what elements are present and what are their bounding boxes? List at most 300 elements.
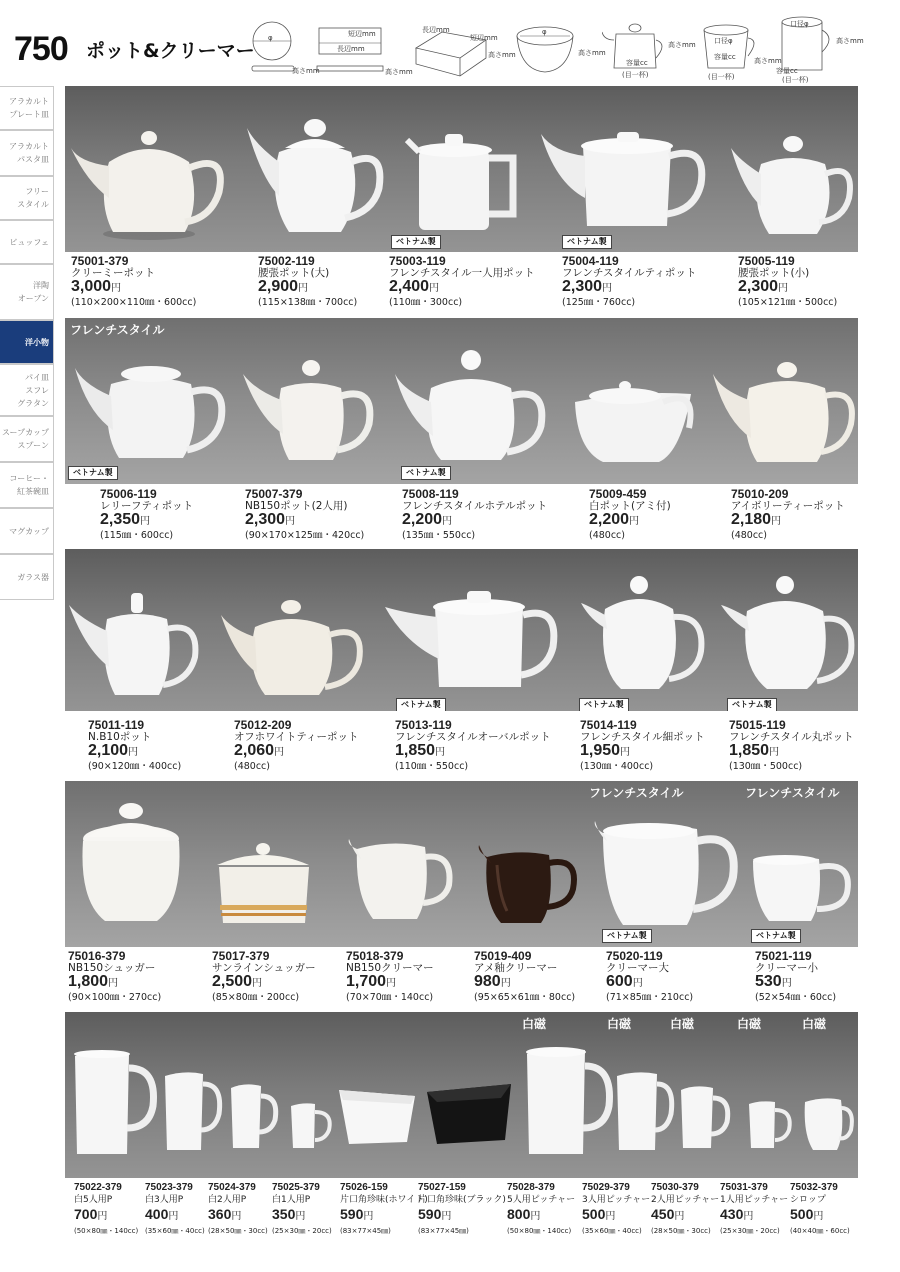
product-spec: (28×50㎜・30cc) [208, 1227, 268, 1235]
legend-bowl [512, 18, 606, 80]
product-spec: (480cc) [589, 530, 625, 541]
price-value: 400 [145, 1206, 169, 1222]
product-price [729, 743, 854, 761]
product-spec: (480cc) [731, 530, 767, 541]
legend-label: 高さmm [668, 41, 696, 49]
yen-unit: 円 [386, 978, 397, 989]
product-name: クリーマー小 [755, 962, 818, 974]
product-name: 腰張ポット(大) [258, 267, 330, 279]
product-name: 白5人用P [74, 1195, 113, 1205]
product-code: 75026-159 [340, 1182, 388, 1193]
yen-unit: 円 [778, 283, 789, 294]
product-name: クリーミーポット [71, 267, 155, 279]
legend-label: 短辺mm [470, 34, 498, 42]
yen-unit: 円 [813, 1211, 824, 1222]
product-price [212, 974, 316, 992]
sidebar-item-label: アラカルト パスタ皿 [9, 142, 49, 164]
french-thin-pot-image [579, 575, 709, 695]
product-spec: (25×30㎜・20cc) [272, 1227, 332, 1235]
product-price [606, 974, 693, 992]
price-value: 700 [74, 1206, 98, 1222]
product-photo-row-1 [65, 86, 858, 252]
price-value: 500 [582, 1206, 606, 1222]
price-value: 500 [790, 1206, 814, 1222]
product-photo-row-3 [65, 549, 858, 711]
product-75002 [258, 255, 357, 309]
price-value: 430 [720, 1206, 744, 1222]
product-75030 [651, 1182, 719, 1237]
product-spec: (130㎜・500cc) [729, 761, 803, 772]
sidebar-item-western-small[interactable] [0, 320, 54, 364]
product-price [208, 1206, 268, 1225]
yen-unit: 円 [629, 516, 640, 527]
product-spec: (115㎜・600cc) [100, 530, 174, 541]
price-value: 1,950 [580, 742, 621, 759]
price-value: 1,700 [346, 973, 387, 990]
product-code: 75032-379 [790, 1182, 838, 1193]
french-single-pot-image [405, 122, 525, 234]
sidebar-item-alacarte-pasta[interactable] [0, 130, 54, 176]
product-price [402, 512, 547, 530]
product-price [418, 1206, 506, 1225]
product-code: 75002-119 [258, 254, 315, 268]
product-price [580, 743, 705, 761]
product-75024 [208, 1182, 268, 1237]
price-value: 2,400 [389, 278, 430, 295]
price-value: 2,900 [258, 278, 299, 295]
product-code: 75016-379 [68, 949, 126, 963]
sidebar-item-label: 洋陶 オーブン [17, 281, 49, 303]
product-75007 [245, 488, 364, 542]
product-name: フレンチスタイルオーバルポット [395, 731, 551, 743]
product-photo-row-4 [65, 781, 858, 947]
legend-mug [776, 14, 874, 84]
product-code: 75025-379 [272, 1182, 320, 1193]
page-title: ポット&クリーマー [86, 40, 255, 62]
product-photo-row-5 [65, 1012, 858, 1178]
yen-unit: 円 [530, 1211, 541, 1222]
product-code: 75011-119 [88, 718, 145, 732]
price-value: 1,800 [68, 973, 109, 990]
product-75006 [100, 488, 193, 542]
product-code: 75007-379 [245, 487, 303, 501]
yen-unit: 円 [781, 978, 792, 989]
product-spec: (90×120㎜・400cc) [88, 761, 182, 772]
ivory-teapot-image [709, 354, 857, 466]
vietnam-badge: ベトナム製 [562, 235, 612, 249]
product-name: フレンチスタイル一人用ポット [389, 267, 535, 279]
sidebar-item-free-style[interactable] [0, 176, 54, 220]
legend-label: 高さmm [292, 67, 320, 75]
sidebar-item-western-oven[interactable] [0, 264, 54, 320]
pitcher-2-person-image [677, 1084, 735, 1156]
product-75029 [582, 1182, 650, 1237]
sidebar-item-buffet[interactable] [0, 220, 54, 264]
product-code: 75023-379 [145, 1182, 193, 1193]
off-white-teapot-image [219, 591, 369, 699]
legend-label: 容量cc [776, 67, 798, 75]
yen-unit: 円 [285, 516, 296, 527]
product-75018 [346, 950, 434, 1004]
product-spec: (110×200×110㎜・600cc) [71, 297, 197, 308]
price-value: 2,300 [562, 278, 603, 295]
product-price [100, 512, 193, 530]
waist-pot-small-image [729, 126, 857, 238]
product-spec: (83×77×45㎜) [340, 1227, 391, 1235]
product-75009 [589, 488, 671, 542]
price-value: 1,850 [729, 742, 770, 759]
product-spec: (90×100㎜・270cc) [68, 992, 162, 1003]
product-75005 [738, 255, 837, 309]
product-spec: (28×50㎜・30cc) [651, 1227, 711, 1235]
product-75020 [606, 950, 693, 1004]
legend-label: 長辺mm [422, 26, 450, 34]
product-name: クリーマー大 [606, 962, 669, 974]
teapot-diagram-icon [602, 18, 698, 82]
legend-label: (目一杯) [782, 76, 809, 84]
legend-label: 高さmm [385, 68, 413, 76]
price-value: 2,300 [738, 278, 779, 295]
product-code: 75015-119 [729, 718, 786, 732]
legend-label: 高さmm [578, 49, 606, 57]
sidebar-item-label: パイ皿 スフレ グラタン [17, 372, 49, 408]
product-code: 75022-379 [74, 1182, 122, 1193]
price-value: 2,200 [589, 511, 630, 528]
vietnam-badge: ベトナム製 [727, 698, 777, 711]
creamer-small-image [747, 851, 857, 927]
product-name: フレンチスタイル細ポット [580, 731, 705, 743]
product-75008 [402, 488, 547, 542]
legend-label: 口径φ [790, 20, 809, 28]
yen-unit: 円 [231, 1211, 242, 1222]
price-value: 800 [507, 1206, 531, 1222]
legend-rect-plate [315, 22, 413, 80]
product-code: 75020-119 [606, 949, 663, 963]
yen-unit: 円 [674, 1211, 685, 1222]
yen-unit: 円 [363, 1211, 374, 1222]
sidebar-item-glassware[interactable] [0, 554, 54, 600]
product-price [234, 743, 359, 761]
white-pot-with-net-image [563, 372, 703, 466]
yen-unit: 円 [605, 1211, 616, 1222]
product-name: サンラインシュッガー [212, 962, 316, 974]
creamer-large-image [593, 817, 743, 929]
product-price [272, 1206, 332, 1225]
price-value: 980 [474, 973, 501, 990]
product-price [346, 974, 434, 992]
yen-unit: 円 [128, 747, 139, 758]
product-75028 [507, 1182, 575, 1237]
syrup-pitcher-image [799, 1094, 855, 1156]
product-75003 [389, 255, 535, 309]
price-value: 2,500 [212, 973, 253, 990]
sidebar-item-coffee-tea[interactable] [0, 462, 54, 508]
yen-unit: 円 [140, 516, 151, 527]
legend-label: 短辺mm [348, 30, 376, 38]
product-spec: (110㎜・300cc) [389, 297, 463, 308]
vietnam-badge: ベトナム製 [751, 929, 801, 943]
product-price [88, 743, 181, 761]
product-spec: (95×65×61㎜・80cc) [474, 992, 576, 1003]
product-75025 [272, 1182, 332, 1237]
product-price [651, 1206, 719, 1225]
yen-unit: 円 [602, 283, 613, 294]
sunline-sugar-image [213, 837, 315, 933]
product-75011 [88, 719, 181, 773]
legend-label: 高さmm [754, 57, 782, 65]
product-code: 75008-119 [402, 487, 459, 501]
price-value: 590 [418, 1206, 442, 1222]
product-name: フレンチスタイル丸ポット [729, 731, 854, 743]
product-price [71, 279, 196, 297]
sidebar-item-label: マグカップ [9, 526, 49, 536]
vietnam-badge: ベトナム製 [396, 698, 446, 711]
sidebar-item-label: アラカルト プレート皿 [9, 97, 49, 119]
product-price [245, 512, 364, 530]
product-price [755, 974, 836, 992]
product-name: アイボリーティーポット [731, 500, 845, 512]
legend-label: (目一杯) [708, 73, 735, 81]
yen-unit: 円 [111, 283, 122, 294]
yen-unit: 円 [252, 978, 263, 989]
price-value: 2,350 [100, 511, 141, 528]
price-value: 2,200 [402, 511, 443, 528]
product-name: 腰張ポット(小) [738, 267, 810, 279]
legend-label: 口径φ [714, 37, 733, 45]
product-75031 [720, 1182, 788, 1237]
product-75013 [395, 719, 551, 773]
product-75014 [580, 719, 705, 773]
product-price [340, 1206, 428, 1225]
product-name: N.B10ポット [88, 731, 152, 743]
product-code: 75017-379 [212, 949, 270, 963]
pitcher-1p-image [287, 1102, 337, 1154]
sidebar-item-label: コーヒー・ 紅茶碗皿 [9, 474, 49, 496]
product-spec: (83×77×45㎜) [418, 1227, 469, 1235]
vietnam-badge: ベトナム製 [579, 698, 629, 711]
product-name: 白ポット(アミ付) [589, 500, 671, 512]
pitcher-3p-image [161, 1070, 225, 1158]
creamy-pot-image [69, 122, 229, 242]
product-code: 75029-379 [582, 1182, 630, 1193]
price-value: 3,000 [71, 278, 112, 295]
product-spec: (50×80㎜・140cc) [507, 1227, 572, 1235]
product-price [582, 1206, 650, 1225]
price-value: 450 [651, 1206, 675, 1222]
sidebar-item-soup-cup[interactable] [0, 416, 54, 462]
pitcher-2p-image [227, 1082, 283, 1156]
product-75023 [145, 1182, 205, 1237]
product-price [389, 279, 535, 297]
product-spec: (52×54㎜・60cc) [755, 992, 837, 1003]
yen-unit: 円 [108, 978, 119, 989]
product-code: 75019-409 [474, 949, 532, 963]
sidebar-item-pie-souffle-gratin[interactable] [0, 364, 54, 416]
price-value: 590 [340, 1206, 364, 1222]
product-price [74, 1206, 138, 1225]
yen-unit: 円 [97, 1211, 108, 1222]
yen-unit: 円 [743, 1211, 754, 1222]
french-style-label: フレンチスタイル [745, 786, 840, 800]
product-code: 75030-379 [651, 1182, 699, 1193]
price-value: 2,100 [88, 742, 129, 759]
legend-label: 長辺mm [337, 45, 365, 53]
price-value: 2,060 [234, 742, 275, 759]
product-spec: (35×60㎜・40cc) [145, 1227, 205, 1235]
yen-unit: 円 [771, 516, 782, 527]
pitcher-3-person-image [613, 1070, 677, 1158]
legend-round-plate [248, 20, 320, 80]
product-code: 75006-119 [100, 487, 157, 501]
hakuji-label: 白磁 [607, 1017, 632, 1031]
product-75015 [729, 719, 854, 773]
french-style-label: フレンチスタイル [589, 786, 684, 800]
product-name: 2人用ピッチャー [651, 1195, 720, 1205]
product-name: 白1人用P [272, 1195, 311, 1205]
product-name: シロップ [790, 1195, 826, 1205]
vietnam-badge: ベトナム製 [602, 929, 652, 943]
product-price [738, 279, 837, 297]
product-75001 [71, 255, 196, 309]
product-name: アメ釉クリーマー [474, 962, 558, 974]
french-round-pot-image [719, 575, 857, 695]
nb150-sugar-image [69, 801, 193, 931]
hakuji-label: 白磁 [737, 1017, 762, 1031]
legend-label: 高さmm [488, 51, 516, 59]
yen-unit: 円 [632, 978, 643, 989]
product-name: NB150ポット(2人用) [245, 500, 348, 512]
pitcher-5-person-image [519, 1044, 615, 1164]
product-spec: (50×80㎜・140cc) [74, 1227, 139, 1235]
price-value: 530 [755, 973, 782, 990]
product-75019 [474, 950, 575, 1004]
product-name: フレンチスタイルホテルポット [402, 500, 548, 512]
product-spec: (85×80㎜・200cc) [212, 992, 300, 1003]
product-code: 75021-119 [755, 949, 812, 963]
yen-unit: 円 [298, 283, 309, 294]
legend-label: (目一杯) [622, 71, 649, 79]
nb150-pot-image [241, 354, 381, 466]
yen-unit: 円 [769, 747, 780, 758]
waist-pot-large-image [245, 108, 385, 238]
product-spec: (90×170×125㎜・420cc) [245, 530, 365, 541]
product-spec: (70×70㎜・140cc) [346, 992, 434, 1003]
yen-unit: 円 [441, 1211, 452, 1222]
product-spec: (71×85㎜・210cc) [606, 992, 694, 1003]
pitcher-5p-image [67, 1048, 159, 1164]
product-spec: (115×138㎜・700cc) [258, 297, 358, 308]
product-name: NB150クリーマー [346, 962, 434, 974]
sidebar-item-mug[interactable] [0, 508, 54, 554]
price-value: 2,300 [245, 511, 286, 528]
product-price [589, 512, 671, 530]
hakuji-label: 白磁 [670, 1017, 695, 1031]
french-hotel-pot-image [391, 348, 551, 466]
product-spec: (125㎜・760cc) [562, 297, 636, 308]
nb150-creamer-image [347, 835, 455, 925]
product-75016 [68, 950, 161, 1004]
katakuchi-white-image [335, 1084, 419, 1152]
product-name: NB150シュッガー [68, 962, 156, 974]
product-price [145, 1206, 205, 1225]
sidebar-item-label: 洋小物 [25, 337, 49, 347]
product-price [731, 512, 845, 530]
legend-label: φ [542, 28, 547, 36]
vietnam-badge: ベトナム製 [68, 466, 118, 480]
sidebar-item-label: スープカップ スプーン [1, 428, 49, 450]
legend-teapot [602, 18, 698, 82]
product-spec: (35×60㎜・40cc) [582, 1227, 642, 1235]
product-75017 [212, 950, 316, 1004]
product-name: 片口角珍味(ホワイト) [340, 1195, 428, 1205]
product-75022 [74, 1182, 138, 1237]
yen-unit: 円 [500, 978, 511, 989]
product-name: 白3人用P [145, 1195, 184, 1205]
yen-unit: 円 [435, 747, 446, 758]
page-number: 750 [14, 30, 68, 68]
relief-teapot-image [71, 354, 231, 466]
sidebar-item-label: ビュッフェ [9, 237, 49, 247]
product-code: 75001-379 [71, 254, 129, 268]
product-code: 75012-209 [234, 718, 292, 732]
product-code: 75018-379 [346, 949, 404, 963]
product-code: 75028-379 [507, 1182, 555, 1193]
product-code: 75003-119 [389, 254, 446, 268]
product-75026 [340, 1182, 428, 1237]
product-spec: (40×40㎜・60cc) [790, 1227, 850, 1235]
yen-unit: 円 [442, 516, 453, 527]
french-teapot-image [539, 122, 709, 238]
product-photo-row-2 [65, 318, 858, 484]
legend-label: 容量cc [626, 59, 648, 67]
product-code: 75009-459 [589, 487, 647, 501]
product-name: 3人用ピッチャー [582, 1195, 651, 1205]
product-name: 片口角珍味(ブラック) [418, 1195, 506, 1205]
product-code: 75013-119 [395, 718, 452, 732]
sidebar-item-label: ガラス器 [17, 572, 49, 582]
legend-box [412, 20, 516, 80]
product-name: レリーフティポット [100, 500, 194, 512]
sidebar-item-label: フリー スタイル [17, 187, 49, 209]
hakuji-label: 白磁 [522, 1017, 547, 1031]
product-price [790, 1206, 850, 1225]
product-spec: (110㎜・550cc) [395, 761, 469, 772]
product-code: 75010-209 [731, 487, 789, 501]
sidebar-item-alacarte-plate[interactable] [0, 86, 54, 130]
product-75021 [755, 950, 836, 1004]
french-style-label: フレンチスタイル [70, 323, 165, 337]
price-value: 360 [208, 1206, 232, 1222]
legend-label: φ [268, 34, 273, 42]
product-code: 75027-159 [418, 1182, 466, 1193]
product-code: 75024-379 [208, 1182, 256, 1193]
vietnam-badge: ベトナム製 [401, 466, 451, 480]
product-75012 [234, 719, 359, 773]
product-price [395, 743, 551, 761]
product-price [68, 974, 161, 992]
vietnam-badge: ベトナム製 [391, 235, 441, 249]
product-spec: (105×121㎜・500cc) [738, 297, 838, 308]
ame-glaze-creamer-image [477, 845, 583, 929]
yen-unit: 円 [295, 1211, 306, 1222]
product-spec: (130㎜・400cc) [580, 761, 654, 772]
yen-unit: 円 [274, 747, 285, 758]
product-code: 75005-119 [738, 254, 795, 268]
product-price [507, 1206, 575, 1225]
product-code: 75031-379 [720, 1182, 768, 1193]
katakuchi-black-image [423, 1076, 519, 1152]
yen-unit: 円 [429, 283, 440, 294]
